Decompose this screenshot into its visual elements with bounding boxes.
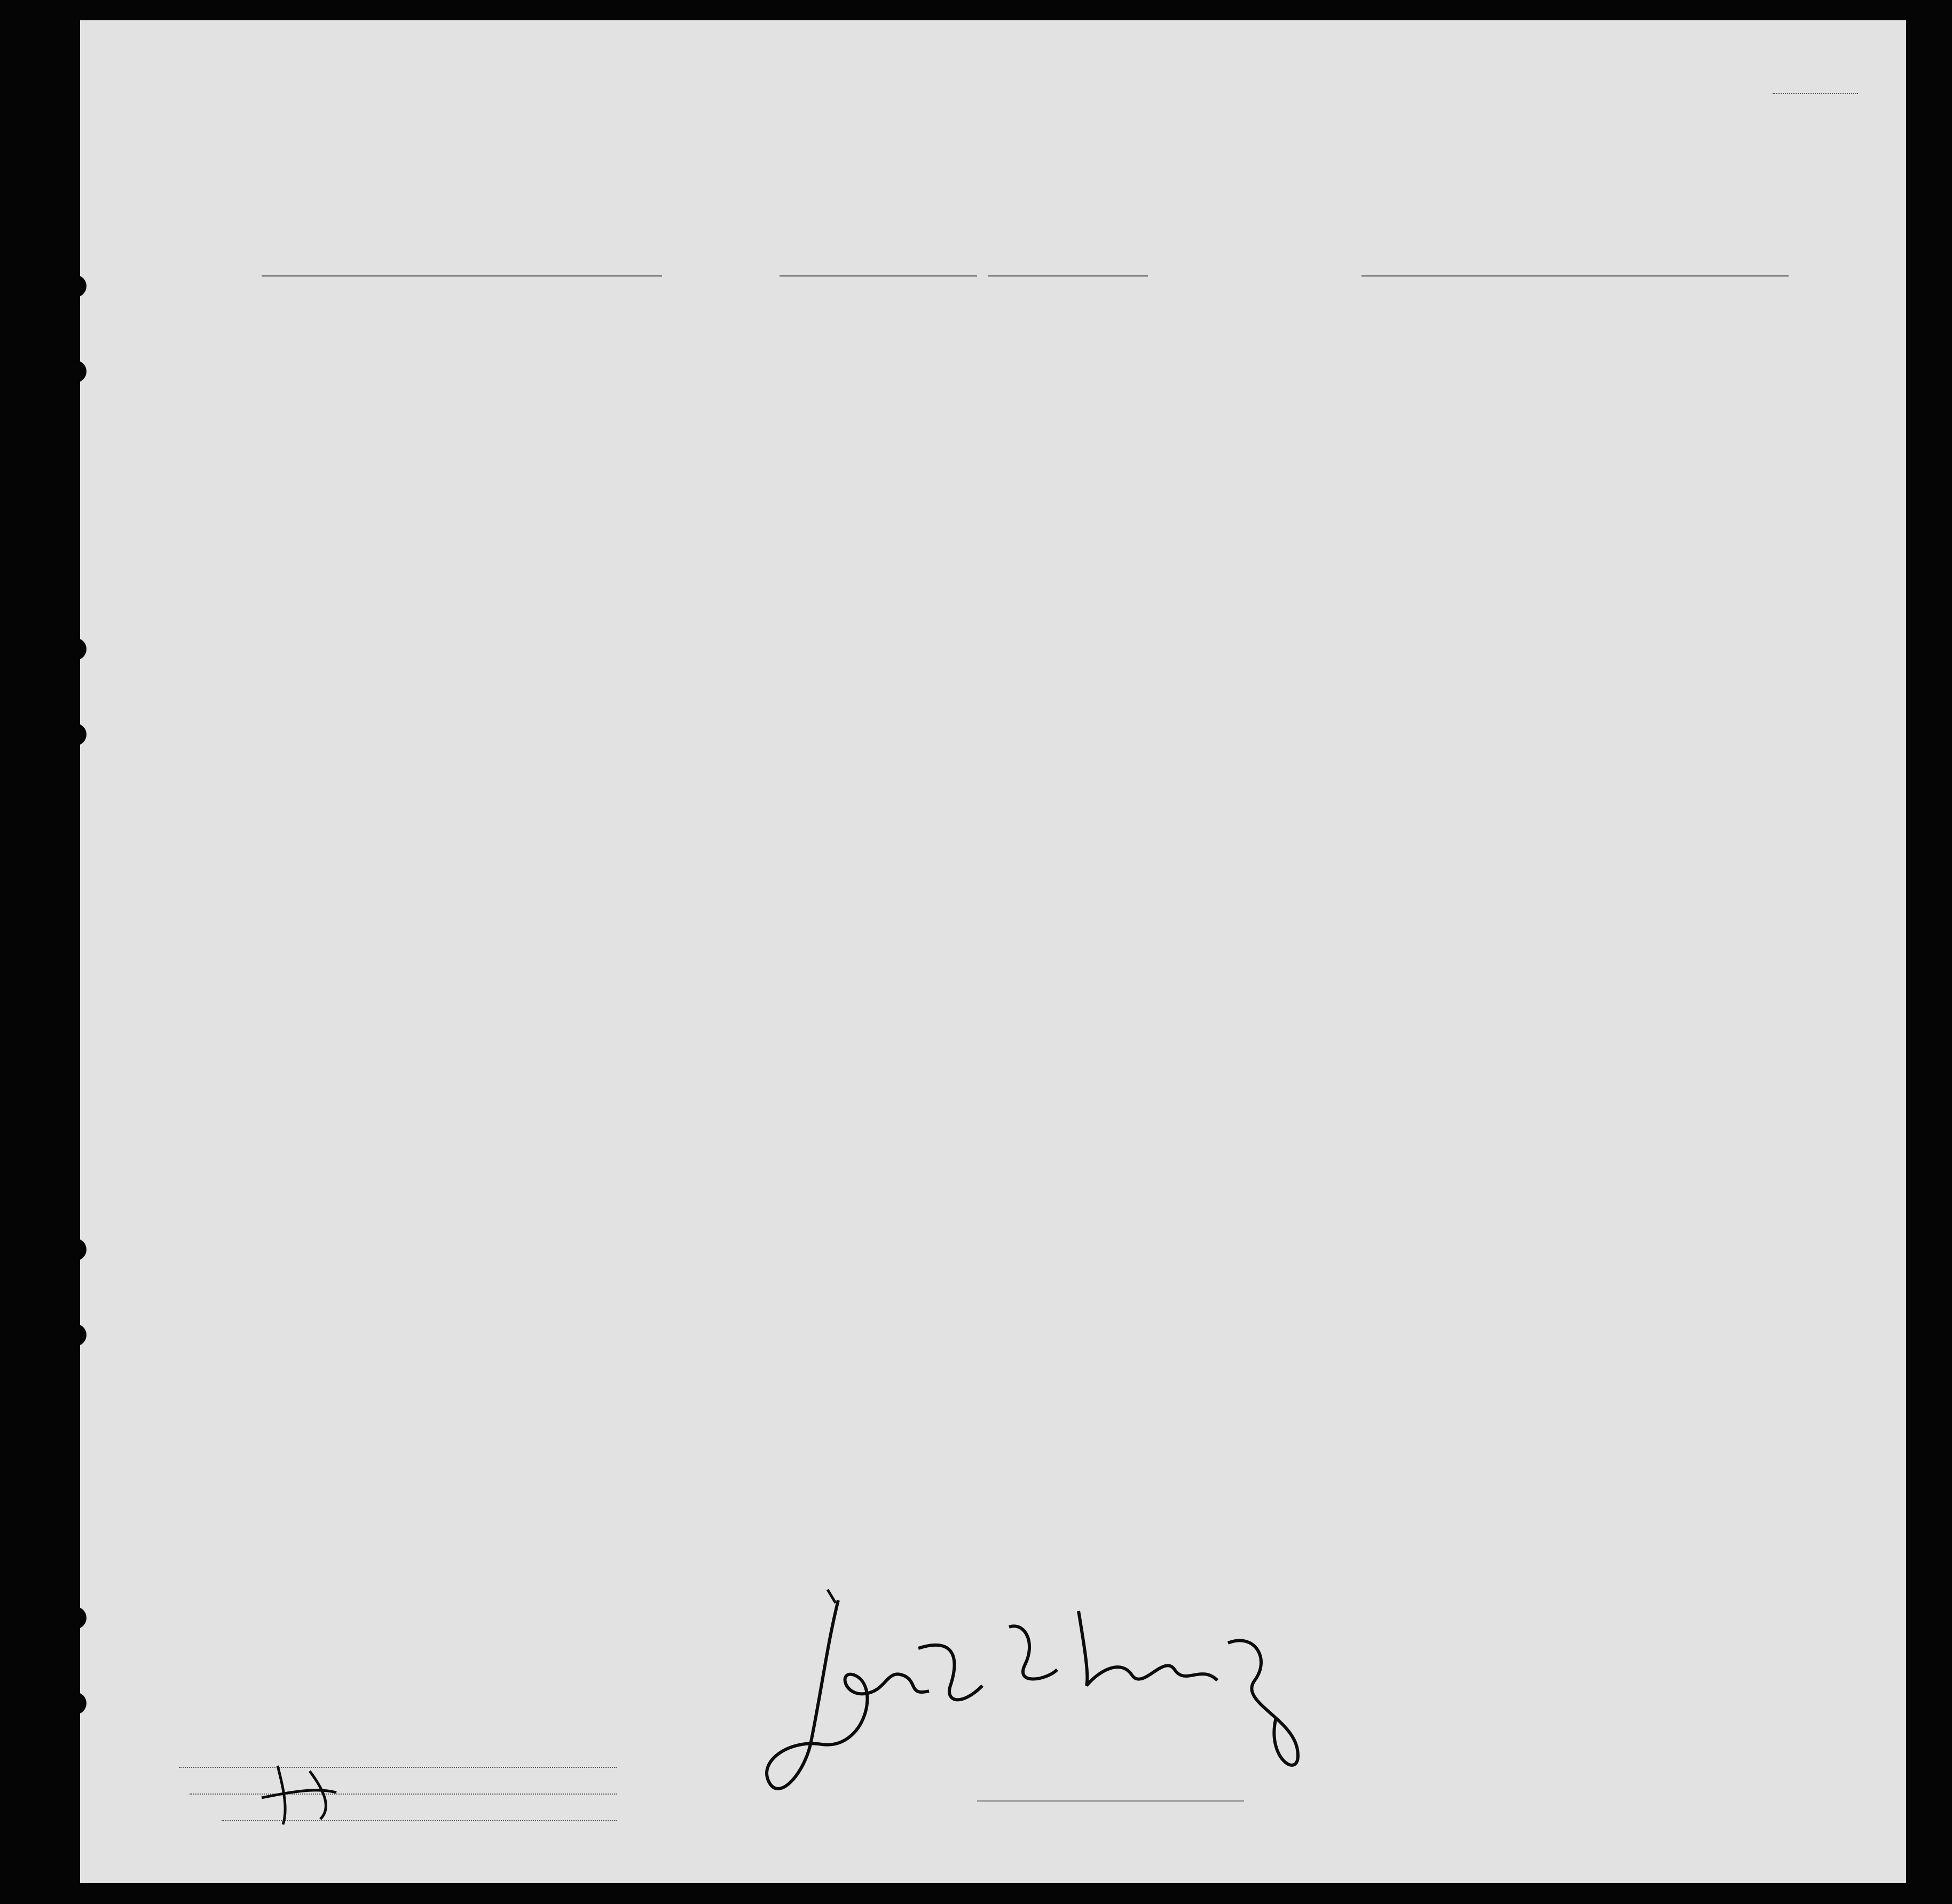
arrival-port-line [780, 275, 977, 276]
sheet-number-line [1773, 93, 1858, 94]
origin-port-line [1361, 275, 1789, 276]
binder-hole [64, 723, 86, 746]
binder-hole [64, 275, 86, 297]
vessel-name-line [262, 275, 662, 276]
binder-hole [64, 1607, 86, 1629]
binder-hole [64, 1238, 86, 1261]
manifest-sheet [80, 20, 1906, 1883]
inspector-signature [758, 1579, 1345, 1814]
binder-hole [64, 1324, 86, 1346]
owners-field [190, 1794, 617, 1795]
arrival-date-line [988, 275, 1148, 276]
binder-hole [64, 1692, 86, 1715]
binder-hole [64, 360, 86, 383]
binder-hole [64, 638, 86, 660]
owners-scribble [256, 1760, 342, 1830]
line-field [179, 1767, 617, 1768]
